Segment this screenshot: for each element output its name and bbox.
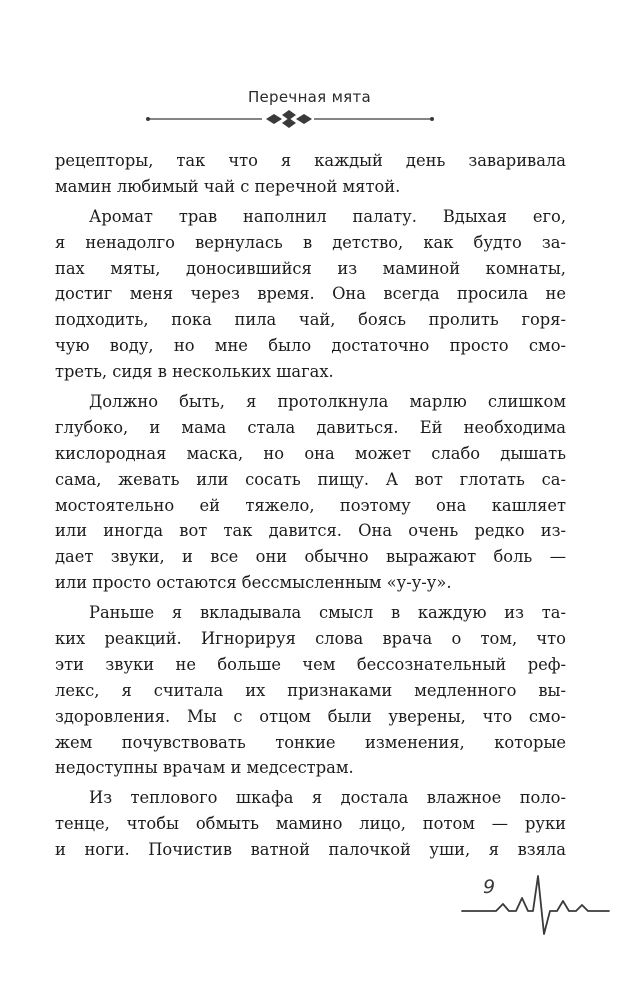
text-line: здоровления. Мы с отцом были уверены, что смо- — [55, 706, 566, 726]
text-line: ких реакций. Игнорируя слова врача о том, что — [55, 629, 566, 649]
ornament-diamond-left — [266, 114, 282, 124]
paragraph — [55, 204, 566, 385]
page-footer — [0, 868, 619, 948]
heartbeat-line-icon — [0, 868, 619, 948]
text-line: Должно быть, я протолкнула марлю слишком — [89, 392, 566, 412]
running-header — [0, 88, 619, 134]
ornament-diamond-center-bottom — [282, 118, 296, 128]
running-title: Перечная мята — [247, 88, 372, 106]
paragraph — [55, 600, 566, 781]
text-line: достиг меня через время. Она всегда просила не — [55, 284, 566, 304]
ornament-diamond-right — [296, 114, 312, 124]
ornament-dot-right — [430, 117, 434, 121]
body-text — [55, 148, 566, 863]
text-line: или иногда вот так давится. Она очень редко из- — [55, 521, 566, 541]
text-line: пах мяты, доносившийся из маминой комнаты, — [55, 258, 566, 278]
text-line: жем почувствовать тонкие изменения, которые — [55, 732, 566, 752]
text-line: подходить, пока пила чай, боясь пролить горя- — [55, 310, 566, 330]
text-line: и ноги. Почистив ватной палочкой уши, я взяла — [55, 840, 566, 860]
page-number: 9 — [483, 876, 496, 898]
text-line: кислородная маска, но она может слабо дышать — [55, 443, 566, 463]
text-line: недоступны врачам и медсестрам. — [55, 758, 354, 778]
header-ornament — [0, 110, 619, 130]
text-line: или просто остаются бессмысленным «у-у-у». — [55, 573, 452, 593]
text-line: я ненадолго вернулась в детство, как будто за- — [55, 232, 566, 252]
paragraph — [55, 785, 566, 863]
paragraph — [55, 389, 566, 596]
text-line: Аромат трав наполнил палату. Вдыхая его, — [89, 206, 566, 226]
text-line: Раньше я вкладывала смысл в каждую из та- — [89, 603, 566, 623]
text-line: сама, жевать или сосать пищу. А вот глотать са- — [55, 469, 566, 489]
text-line: глубоко, и мама стала давиться. Ей необходима — [55, 417, 566, 437]
text-line: мамин любимый чай с перечной мятой. — [55, 176, 401, 196]
text-line: тенце, чтобы обмыть мамино лицо, потом — руки — [55, 814, 566, 834]
text-line: мостоятельно ей тяжело, поэтому она кашляет — [55, 495, 566, 515]
text-line: дает звуки, и все они обычно выражают боль — — [55, 547, 566, 567]
text-line: чую воду, но мне было достаточно просто смо- — [55, 336, 566, 356]
text-line: треть, сидя в нескольких шагах. — [55, 362, 334, 382]
paragraph — [55, 148, 566, 200]
ornament-dot-left — [146, 117, 150, 121]
text-line: Из теплового шкафа я достала влажное поло- — [89, 788, 566, 808]
text-line: лекс, я считала их признаками медленного вы- — [55, 680, 566, 700]
text-line: рецепторы, так что я каждый день заваривала — [55, 151, 566, 170]
text-line: эти звуки не больше чем бессознательный реф- — [55, 654, 566, 674]
